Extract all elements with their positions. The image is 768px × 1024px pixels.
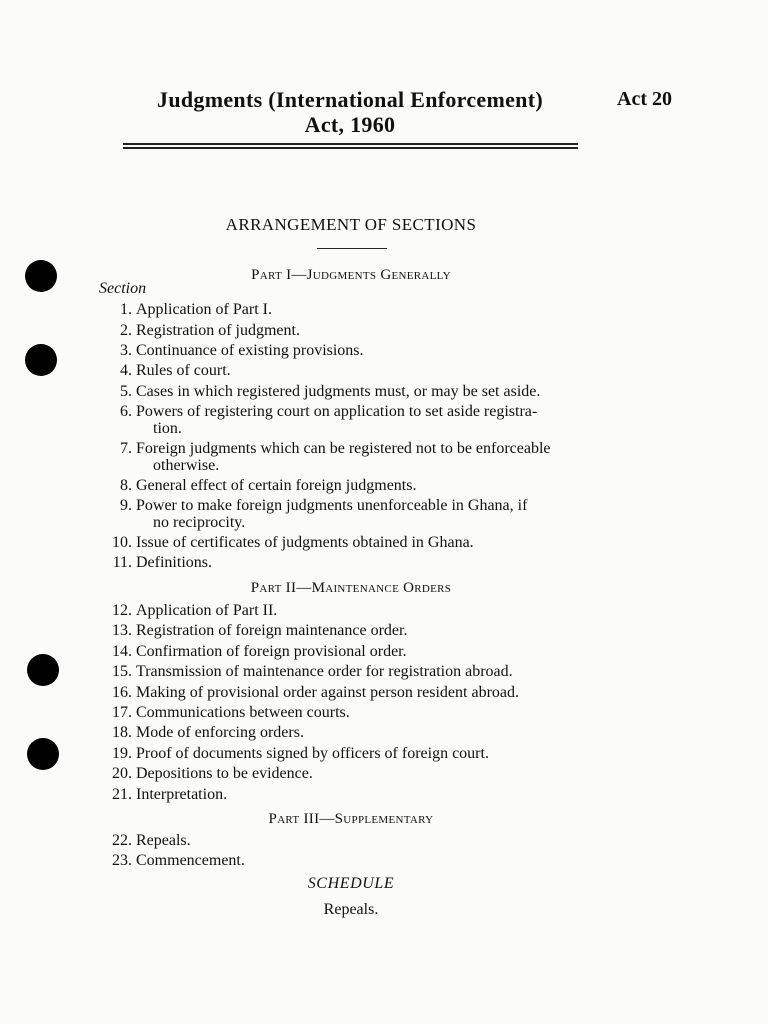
section-title: Mode of enforcing orders. — [136, 724, 304, 741]
section-title: Application of Part I. — [136, 301, 272, 318]
schedule-subheading: Repeals. — [323, 901, 379, 918]
section-number: 4. — [120, 362, 132, 379]
section-number: 21. — [112, 786, 132, 803]
section-title: Proof of documents signed by officers of foreign court. — [136, 745, 489, 762]
section-number: 13. — [112, 622, 132, 639]
section-title: Depositions to be evidence. — [136, 765, 313, 782]
section-title: Registration of foreign maintenance order. — [136, 622, 408, 639]
section-title: Repeals. — [136, 832, 191, 849]
section-title: Making of provisional order against person resident abroad. — [136, 684, 520, 701]
section-title: Communications between courts. — [136, 704, 350, 721]
section-title: Definitions. — [136, 554, 212, 571]
punch-hole — [27, 654, 59, 686]
section-title — [136, 403, 616, 437]
section-number: 20. — [112, 765, 132, 782]
section-number: 7. — [120, 440, 132, 457]
section-number: 19. — [112, 745, 132, 762]
act-title-line1: Judgments (International Enforcement) — [157, 87, 543, 112]
section-title: Registration of judgment. — [136, 322, 300, 339]
punch-hole — [25, 344, 57, 376]
section-number: 16. — [112, 684, 132, 701]
section-number: 9. — [120, 497, 132, 514]
section-title-continuation: otherwise. — [153, 457, 220, 474]
section-title-line: Foreign judgments which can be registered not to be enforceable — [136, 440, 551, 457]
part3-heading: Part III—Supplementary — [268, 811, 434, 827]
section-title-continuation: no reciprocity. — [153, 514, 246, 531]
section-title — [136, 497, 616, 531]
title-double-rule — [123, 143, 578, 149]
heading-divider — [317, 248, 387, 249]
section-title-line: Powers of registering court on application to set aside registra- — [136, 403, 538, 420]
section-title: Application of Part II. — [136, 602, 278, 619]
section-number: 11. — [112, 554, 132, 571]
section-title-line: Power to make foreign judgments unenforceable in Ghana, if — [136, 497, 528, 514]
section-number: 15. — [112, 663, 132, 680]
punch-hole — [27, 738, 59, 770]
section-title: Interpretation. — [136, 786, 228, 803]
part2-heading: Part II—Maintenance Orders — [250, 580, 452, 596]
section-number: 2. — [120, 322, 132, 339]
section-title: Continuance of existing provisions. — [136, 342, 364, 359]
section-number: 1. — [120, 301, 132, 318]
section-number: 23. — [112, 852, 132, 869]
section-title: Transmission of maintenance order for registration abroad. — [136, 663, 513, 680]
section-title-continuation: tion. — [153, 420, 182, 437]
section-title: Commencement. — [136, 852, 245, 869]
section-number: 18. — [112, 724, 132, 741]
section-number: 3. — [120, 342, 132, 359]
section-title: Confirmation of foreign provisional order. — [136, 643, 407, 660]
section-number: 6. — [120, 403, 132, 420]
section-number: 5. — [120, 383, 132, 400]
section-title — [136, 440, 616, 474]
arrangement-heading: ARRANGEMENT OF SECTIONS — [225, 215, 477, 234]
section-number: 17. — [112, 704, 132, 721]
section-number: 14. — [112, 643, 132, 660]
section-column-label: Section — [99, 280, 147, 297]
section-number: 12. — [112, 602, 132, 619]
section-number: 8. — [120, 477, 132, 494]
part1-heading: Part I—Judgments Generally — [251, 267, 451, 283]
section-title: Rules of court. — [136, 362, 231, 379]
section-number: 10. — [112, 534, 132, 551]
schedule-heading: SCHEDULE — [307, 875, 395, 892]
act-number: Act 20 — [617, 88, 672, 110]
section-title: Cases in which registered judgments must, or may be set aside. — [136, 383, 541, 400]
section-number: 22. — [112, 832, 132, 849]
section-title: Issue of certificates of judgments obtained in Ghana. — [136, 534, 474, 551]
section-title: General effect of certain foreign judgments. — [136, 477, 417, 494]
act-title — [110, 87, 590, 137]
act-title-line2: Act, 1960 — [304, 112, 396, 137]
